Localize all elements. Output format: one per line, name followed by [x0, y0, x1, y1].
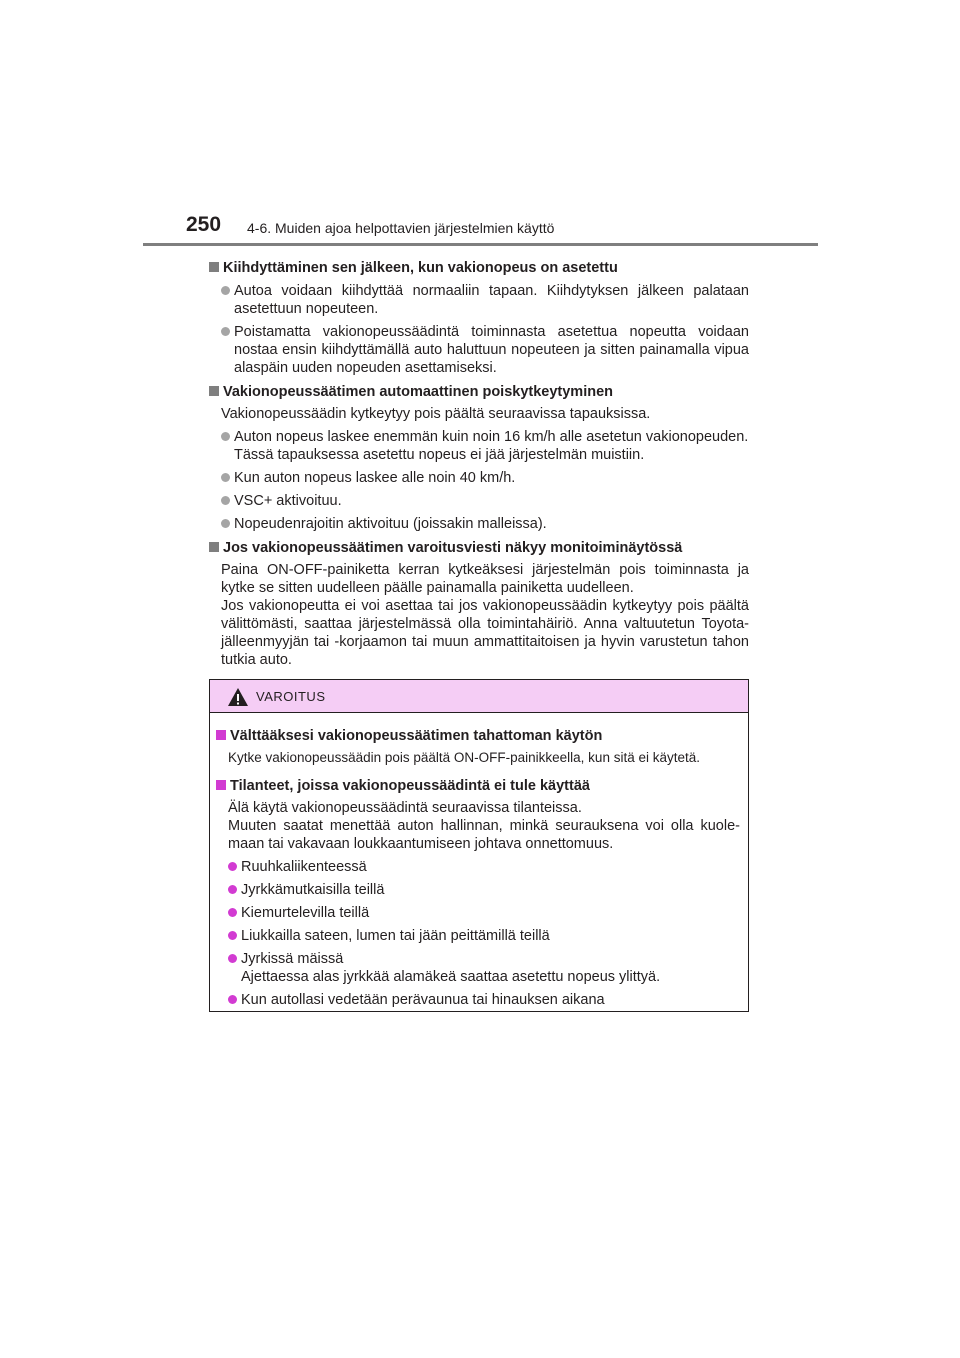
bullet-note: Ajettaessa alas jyrkkää alamäkeä saattaa asetettu nopeus ylittyä.: [241, 969, 661, 985]
paragraph-text: Älä käytä vakionopeussäädintä seuraavissa tilanteissa.: [228, 800, 582, 816]
square-bullet-icon: [209, 386, 219, 396]
section-intro: Vakionopeussäädin kytkeytyy pois päältä seuraavissa tapauksissa.: [221, 406, 651, 422]
round-bullet-icon: [228, 908, 237, 917]
square-bullet-icon: [209, 542, 219, 552]
section-heading-text: Jos vakionopeussäätimen varoitusviesti näkyy monitoiminäytössä: [223, 540, 683, 556]
list-item: [216, 904, 740, 922]
main-content: [209, 253, 749, 669]
warning-section-heading: [216, 727, 740, 745]
list-item: [216, 991, 740, 1009]
section-heading: [209, 383, 749, 401]
paragraph-text: Jos vakionopeutta ei voi asettaa tai jos vakionopeussäädin kytkeytyy pois päältä välittömästi, saattaa järjestelmässä olla toimintahäiriö. Anna valtuutetun Toyota-jälleenmyyjän tai -korjaamon tai muun ammattitaitoisen ja hyvin varustetun tahon tutkia auto.: [221, 598, 749, 668]
warning-text: Kytke vakionopeussäädin pois päältä ON-OFF-painikkeella, kun sitä ei käytetä.: [228, 750, 700, 765]
list-item: [216, 927, 740, 945]
bullet-text: Kun auton nopeus laskee alle noin 40 km/h.: [234, 470, 516, 486]
bullet-text: Poistamatta vakionopeussäädintä toiminnasta asetettua nopeutta voidaan nostaa ensin kiihdyttämällä auto haluttuun nopeuteen ja sitten painamalla vipua alaspäin uuden nopeuden asettamiseksi.: [234, 324, 749, 376]
section-heading-text: Tilanteet, joissa vakionopeussäädintä ei tule käyttää: [230, 778, 590, 794]
square-bullet-icon: [216, 780, 226, 790]
header-rule: [143, 243, 818, 246]
warning-header: [210, 680, 748, 713]
bullet-text: Nopeudenrajoitin aktivoituu (joissakin malleissa).: [234, 516, 547, 532]
round-bullet-icon: [221, 473, 230, 482]
round-bullet-icon: [221, 286, 230, 295]
bullet-text: Auton nopeus laskee enemmän kuin noin 16 km/h alle asetetun vakionopeuden.: [234, 429, 749, 445]
list-item: [209, 515, 749, 533]
bullet-text: Ruuhkaliikenteessä: [241, 859, 367, 875]
round-bullet-icon: [228, 885, 237, 894]
section-heading: [209, 259, 749, 277]
section-heading-text: Välttääksesi vakionopeussäätimen tahattoman käytön: [230, 728, 603, 744]
round-bullet-icon: [221, 496, 230, 505]
section-heading-text: Vakionopeussäätimen automaattinen poiskytkeytyminen: [223, 384, 614, 400]
round-bullet-icon: [228, 995, 237, 1004]
paragraph-text: Muuten saatat menettää auton hallinnan, minkä seurauksena voi olla kuolemaan tai vakavaan loukkaantumiseen johtava onnettomuus.: [228, 818, 740, 852]
warning-label: VAROITUS: [256, 689, 326, 704]
paragraph-text: Paina ON-OFF-painiketta kerran kytkeäksesi järjestelmän pois toiminnasta ja kytke se sitten uudelleen päälle painamalla painiketta uudelleen.: [221, 562, 749, 596]
bullet-note: Tässä tapauksessa asetettu nopeus ei jää järjestelmän muistiin.: [234, 447, 645, 463]
warning-triangle-icon: [227, 687, 249, 707]
bullet-text: Kun autollasi vedetään perävaunua tai hinauksen aikana: [241, 992, 605, 1008]
list-item: [209, 469, 749, 487]
list-item: [216, 881, 740, 899]
round-bullet-icon: [221, 519, 230, 528]
bullet-text: Jyrkkämutkaisilla teillä: [241, 882, 385, 898]
square-bullet-icon: [209, 262, 219, 272]
bullet-text: VSC+ aktivoituu.: [234, 493, 342, 509]
paragraph: [209, 561, 749, 669]
round-bullet-icon: [228, 931, 237, 940]
round-bullet-icon: [221, 432, 230, 441]
list-item: [209, 428, 749, 464]
bullet-text: Autoa voidaan kiihdyttää normaaliin tapaan. Kiihdytyksen jälkeen palataan asetettuun nopeuteen.: [234, 283, 749, 317]
round-bullet-icon: [221, 327, 230, 336]
square-bullet-icon: [216, 730, 226, 740]
warning-box: [209, 679, 749, 1012]
section-heading-text: Kiihdyttäminen sen jälkeen, kun vakionopeus on asetettu: [223, 260, 618, 276]
running-head: 4-6. Muiden ajoa helpottavien järjestelmien käyttö: [247, 220, 555, 236]
round-bullet-icon: [228, 954, 237, 963]
list-item: [216, 950, 740, 986]
warning-section-heading: [216, 777, 740, 795]
warning-intro: [216, 799, 740, 853]
list-item: [209, 492, 749, 510]
bullet-text: Kiemurtelevilla teillä: [241, 905, 370, 921]
section-heading: [209, 539, 749, 557]
bullet-text: Jyrkissä mäissä: [241, 951, 344, 967]
list-item: [209, 323, 749, 377]
bullet-text: Liukkailla sateen, lumen tai jään peittämillä teillä: [241, 928, 550, 944]
list-item: [216, 858, 740, 876]
page-number: 250: [186, 213, 222, 236]
round-bullet-icon: [228, 862, 237, 871]
list-item: [209, 282, 749, 318]
